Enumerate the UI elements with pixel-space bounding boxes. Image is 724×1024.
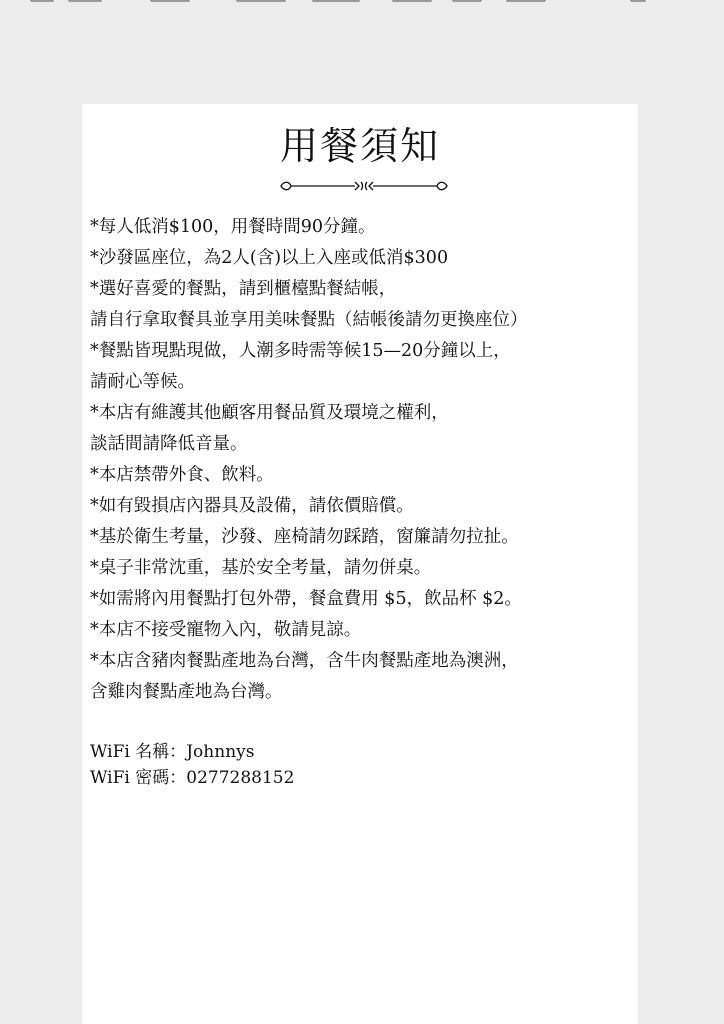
rule-line: *每人低消$100，用餐時間90分鐘。	[90, 217, 376, 237]
rule-line: 含雞肉餐點產地為台灣。	[90, 682, 283, 702]
rule-line: *如需將內用餐點打包外帶，餐盒費用 $5，飲品杯 $2。	[90, 589, 522, 609]
cropped-top-strip	[0, 0, 724, 6]
rule-line: *本店有維護其他顧客用餐品質及環境之權利，	[90, 403, 449, 423]
notice-card	[82, 104, 638, 1024]
rule-line: *本店含豬肉餐點產地為台灣，含牛肉餐點產地為澳洲，	[90, 651, 519, 671]
page-title: 用餐須知	[279, 124, 440, 168]
ornamental-divider-icon	[279, 180, 449, 192]
rule-line: *如有毀損店內器具及設備，請依價賠償。	[90, 496, 414, 516]
rule-line: 談話間請降低音量。	[90, 434, 248, 454]
rule-line: *本店不接受寵物入內，敬請見諒。	[90, 620, 362, 640]
rule-line: 請耐心等候。	[90, 372, 195, 392]
rule-line: 請自行拿取餐具並享用美味餐點（結帳後請勿更換座位）	[90, 310, 528, 330]
rule-line: *基於衛生考量，沙發、座椅請勿踩踏，窗簾請勿拉扯。	[90, 527, 519, 547]
rules-list	[90, 212, 638, 708]
rule-line: *餐點皆現點現做，人潮多時需等候15—20分鐘以上，	[90, 341, 511, 361]
wifi-info	[90, 739, 490, 791]
wifi-name: WiFi 名稱：Johnnys	[90, 742, 255, 762]
rule-line: *桌子非常沈重，基於安全考量，請勿併桌。	[90, 558, 432, 578]
rule-line: *本店禁帶外食、飲料。	[90, 465, 274, 485]
rule-line: *選好喜愛的餐點，請到櫃檯點餐結帳，	[90, 279, 397, 299]
wifi-password: WiFi 密碼：0277288152	[90, 768, 295, 788]
rule-line: *沙發區座位，為2人(含)以上入座或低消$300	[90, 248, 449, 268]
